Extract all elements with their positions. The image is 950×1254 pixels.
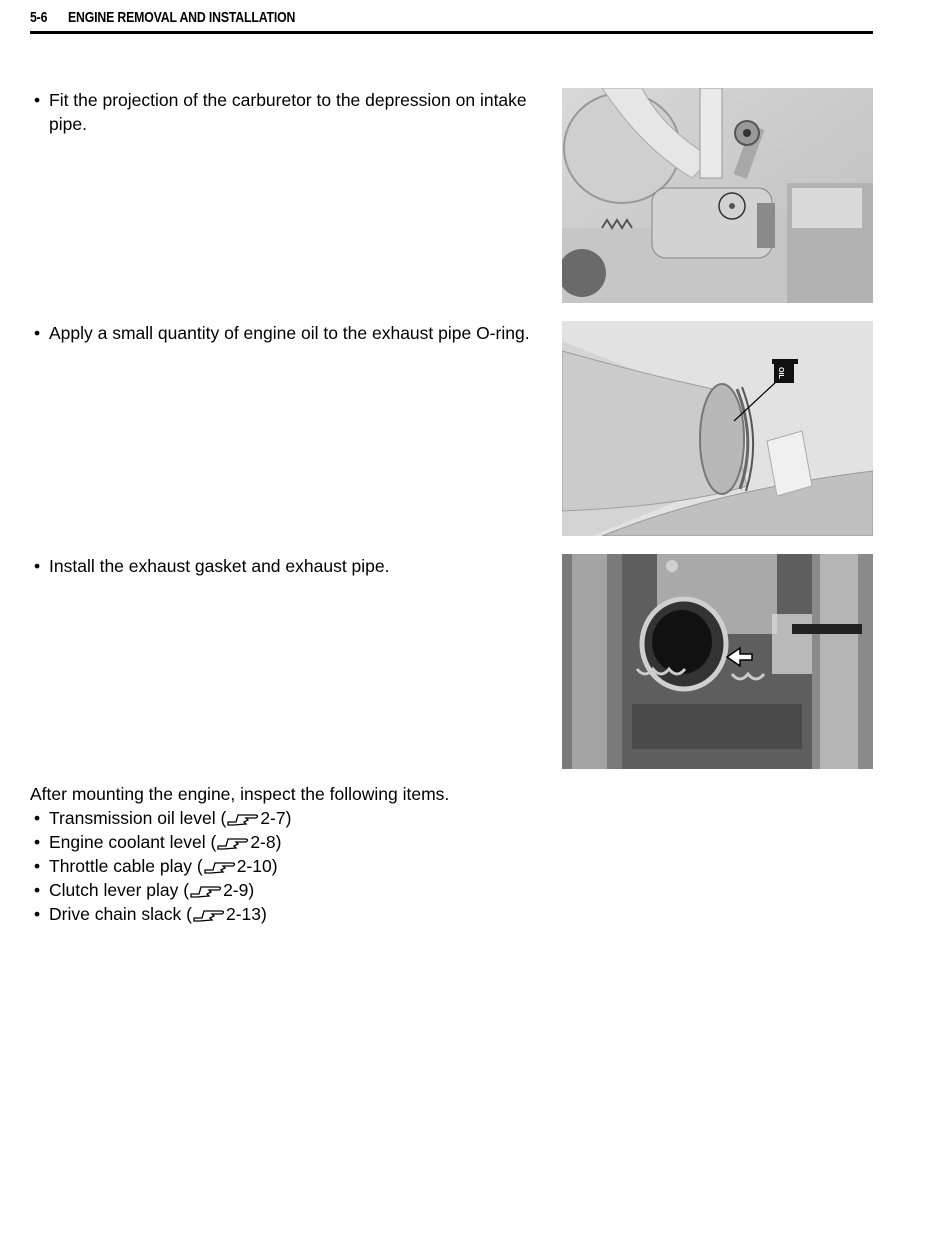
list-item: [30, 854, 630, 878]
item-ref: 2-10): [236, 856, 278, 876]
exhaust-gasket-photo: [562, 554, 873, 769]
inspection-section: [30, 782, 630, 926]
list-item: [30, 830, 630, 854]
pointing-hand-icon: [216, 834, 250, 850]
step-text: Fit the projection of the carburetor to the depression on intake pipe.: [49, 90, 527, 134]
step-text: Install the exhaust gasket and exhaust pipe.: [49, 556, 390, 576]
list-item: [30, 902, 630, 926]
section-title: ENGINE REMOVAL AND INSTALLATION: [68, 9, 296, 26]
page-number: 5-6: [30, 9, 48, 26]
pointing-hand-icon: [226, 810, 260, 826]
item-label: Clutch lever play (: [49, 880, 190, 900]
pointing-hand-icon: [189, 882, 223, 898]
exhaust-o-ring-photo: [562, 321, 873, 536]
bullet: •: [34, 90, 41, 110]
bullet: •: [34, 856, 41, 876]
item-ref: 2-7): [260, 808, 292, 828]
step-carburetor: [34, 88, 544, 136]
item-label: Transmission oil level (: [49, 808, 227, 828]
carburetor-photo: [562, 88, 873, 303]
list-item: [30, 878, 630, 902]
bullet: •: [34, 556, 41, 576]
step-exhaust-gasket: [34, 554, 544, 578]
item-ref: 2-13): [225, 904, 267, 924]
inspection-list: [30, 806, 630, 926]
item-label: Engine coolant level (: [49, 832, 217, 852]
inspection-intro: After mounting the engine, inspect the following items.: [30, 784, 450, 804]
step-o-ring: [34, 321, 544, 345]
item-label: Throttle cable play (: [49, 856, 203, 876]
oil-icon-label: OIL: [777, 367, 784, 379]
item-ref: 2-9): [223, 880, 255, 900]
bullet: •: [34, 808, 41, 828]
page-header: [30, 7, 873, 34]
item-label: Drive chain slack (: [49, 904, 192, 924]
bullet: •: [34, 832, 41, 852]
step-text: Apply a small quantity of engine oil to the exhaust pipe O-ring.: [49, 323, 530, 343]
pointing-hand-icon: [192, 906, 226, 922]
item-ref: 2-8): [250, 832, 282, 852]
pointing-hand-icon: [203, 858, 237, 874]
list-item: [30, 806, 630, 830]
bullet: •: [34, 880, 41, 900]
bullet: •: [34, 904, 41, 924]
bullet: •: [34, 323, 41, 343]
